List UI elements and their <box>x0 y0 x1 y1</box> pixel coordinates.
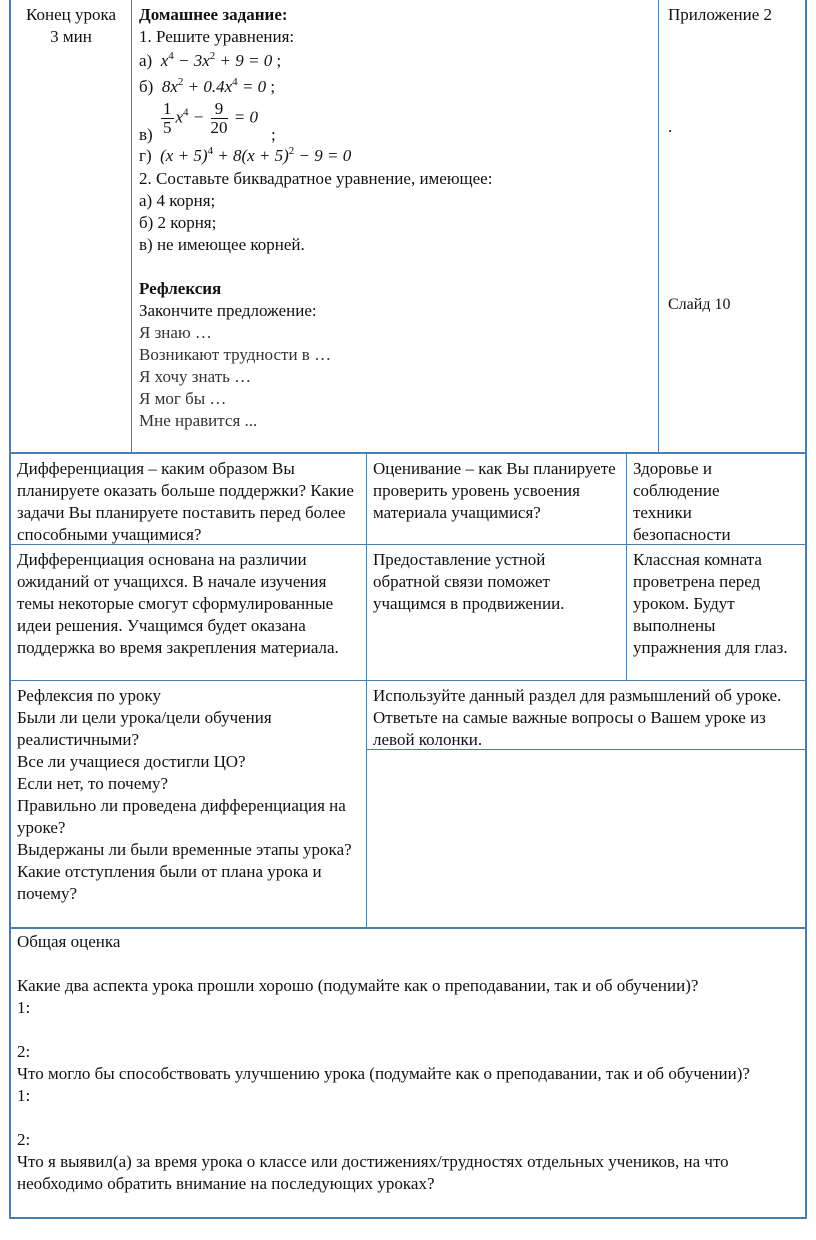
equation-v: в) $\frac{1}{5}$ $x^4$ − $\frac{9}{20}$ = 0 ; <box>139 99 276 144</box>
equation-g-formula: $(x + 5)^4 + 8(x + 5)^2 - 9 = 0$ <box>155 145 352 165</box>
reflection-item: Я хочу знать … <box>139 367 252 386</box>
overall-answer-label: 2: <box>17 1042 31 1061</box>
task2-item: в) не имеющее корней. <box>139 235 305 254</box>
lesson-reflection-title: Рефлексия по уроку <box>17 686 162 705</box>
reflection-prompt: Закончите предложение: <box>139 301 317 320</box>
overall-title: Общая оценка <box>17 932 121 951</box>
overall-answer-label: 1: <box>17 998 31 1017</box>
overall-question-2: Что могло бы способствовать улучшению урока (подумайте как о преподавании, так и об обучении)? <box>17 1064 750 1083</box>
task2-title: 2. Составьте биквадратное уравнение, имеющее: <box>139 169 493 188</box>
equation-v-formula: $\frac{1}{5}$ $x^4$ − $\frac{9}{20}$ = 0 <box>163 99 259 137</box>
resource-slide: Слайд 10 <box>668 296 731 313</box>
equation-g: г) $(x + 5)^4 + 8(x + 5)^2 - 9 = 0$ <box>139 145 352 165</box>
reflection-answer-area[interactable] <box>367 750 805 927</box>
overall-question-3: Что я выявил(а) за время урока о классе или достижениях/трудностях отдельных учеников, на что необходимо обратить внимание на последующих уроках? <box>17 1152 729 1193</box>
reflection-question: Выдержаны ли были временные этапы урока? <box>17 840 352 859</box>
reflection-instruction: Используйте данный раздел для размышлений об уроке. Ответьте на самые важные вопросы о Вашем уроке из левой колонки. <box>373 686 782 749</box>
divider <box>658 0 659 452</box>
reflection-question: Какие отступления были от плана урока и почему? <box>17 862 322 903</box>
assessment-answer: Предоставление устной обратной связи поможет учащимся в продвижении. <box>373 550 565 613</box>
lesson-plan-table <box>9 0 807 1219</box>
safety-header: Здоровье и соблюдение техники безопасности <box>633 459 731 544</box>
homework-cell <box>133 2 658 434</box>
reflection-title: Рефлексия <box>139 279 222 298</box>
lesson-reflection-cell <box>11 683 366 907</box>
divider <box>131 0 132 452</box>
resource-dot: . <box>668 117 673 136</box>
stage-time: 3 мин <box>50 27 92 46</box>
differentiation-answer: Дифференциация основана на различии ожиданий от учащихся. В начале изучения темы некоторые смогут сформулированные идеи решения. Учащимся будет оказана поддержка во время закрепления материала. <box>17 550 339 657</box>
reflection-question: Все ли учащиеся достигли ЦО? <box>17 752 246 771</box>
equation-b: б) $8x^2 + 0.4x^4 = 0$ ; <box>139 76 276 96</box>
reflection-item: Мне нравится ... <box>139 411 258 430</box>
divider <box>11 680 805 681</box>
stage-cell <box>11 2 131 50</box>
equation-a: а) $x^4 - 3x^2 + 9 = 0$ ; <box>139 50 282 70</box>
resources-cell <box>660 2 805 452</box>
divider <box>11 452 805 454</box>
equation-b-formula: $8x^2 + 0.4x^4 = 0$ <box>157 76 267 96</box>
safety-answer: Классная комната проветрена перед уроком. Будут выполнены упражнения для глаз. <box>633 550 788 657</box>
reflection-question: Правильно ли проведена дифференциация на уроке? <box>17 796 346 837</box>
reflection-item: Возникают трудности в … <box>139 345 332 364</box>
homework-title: Домашнее задание: <box>139 5 288 24</box>
resource-appendix: Приложение 2 <box>668 5 772 24</box>
assessment-header: Оценивание – как Вы планируете проверить уровень усвоения материала учащимися? <box>373 459 616 522</box>
overall-assessment-cell <box>11 929 805 1197</box>
reflection-item: Я знаю … <box>139 323 212 342</box>
task2-item: б) 2 корня; <box>139 213 217 232</box>
overall-answer-label: 1: <box>17 1086 31 1105</box>
equation-a-formula: $x^4 - 3x^2 + 9 = 0$ <box>156 50 273 70</box>
reflection-item: Я мог бы … <box>139 389 227 408</box>
stage-label: Конец урока <box>25 5 117 24</box>
differentiation-header: Дифференциация – каким образом Вы планируете оказать больше поддержки? Какие задачи Вы планируете поставить перед более способными учащимися? <box>17 459 354 544</box>
task1-title: 1. Решите уравнения: <box>139 27 295 46</box>
reflection-question: Были ли цели урока/цели обучения реалистичными? <box>17 708 272 749</box>
task2-item: а) 4 корня; <box>139 191 216 210</box>
overall-answer-label: 2: <box>17 1130 31 1149</box>
reflection-question: Если нет, то почему? <box>17 774 169 793</box>
overall-question-1: Какие два аспекта урока прошли хорошо (подумайте как о преподавании, так и об обучении)? <box>17 976 699 995</box>
